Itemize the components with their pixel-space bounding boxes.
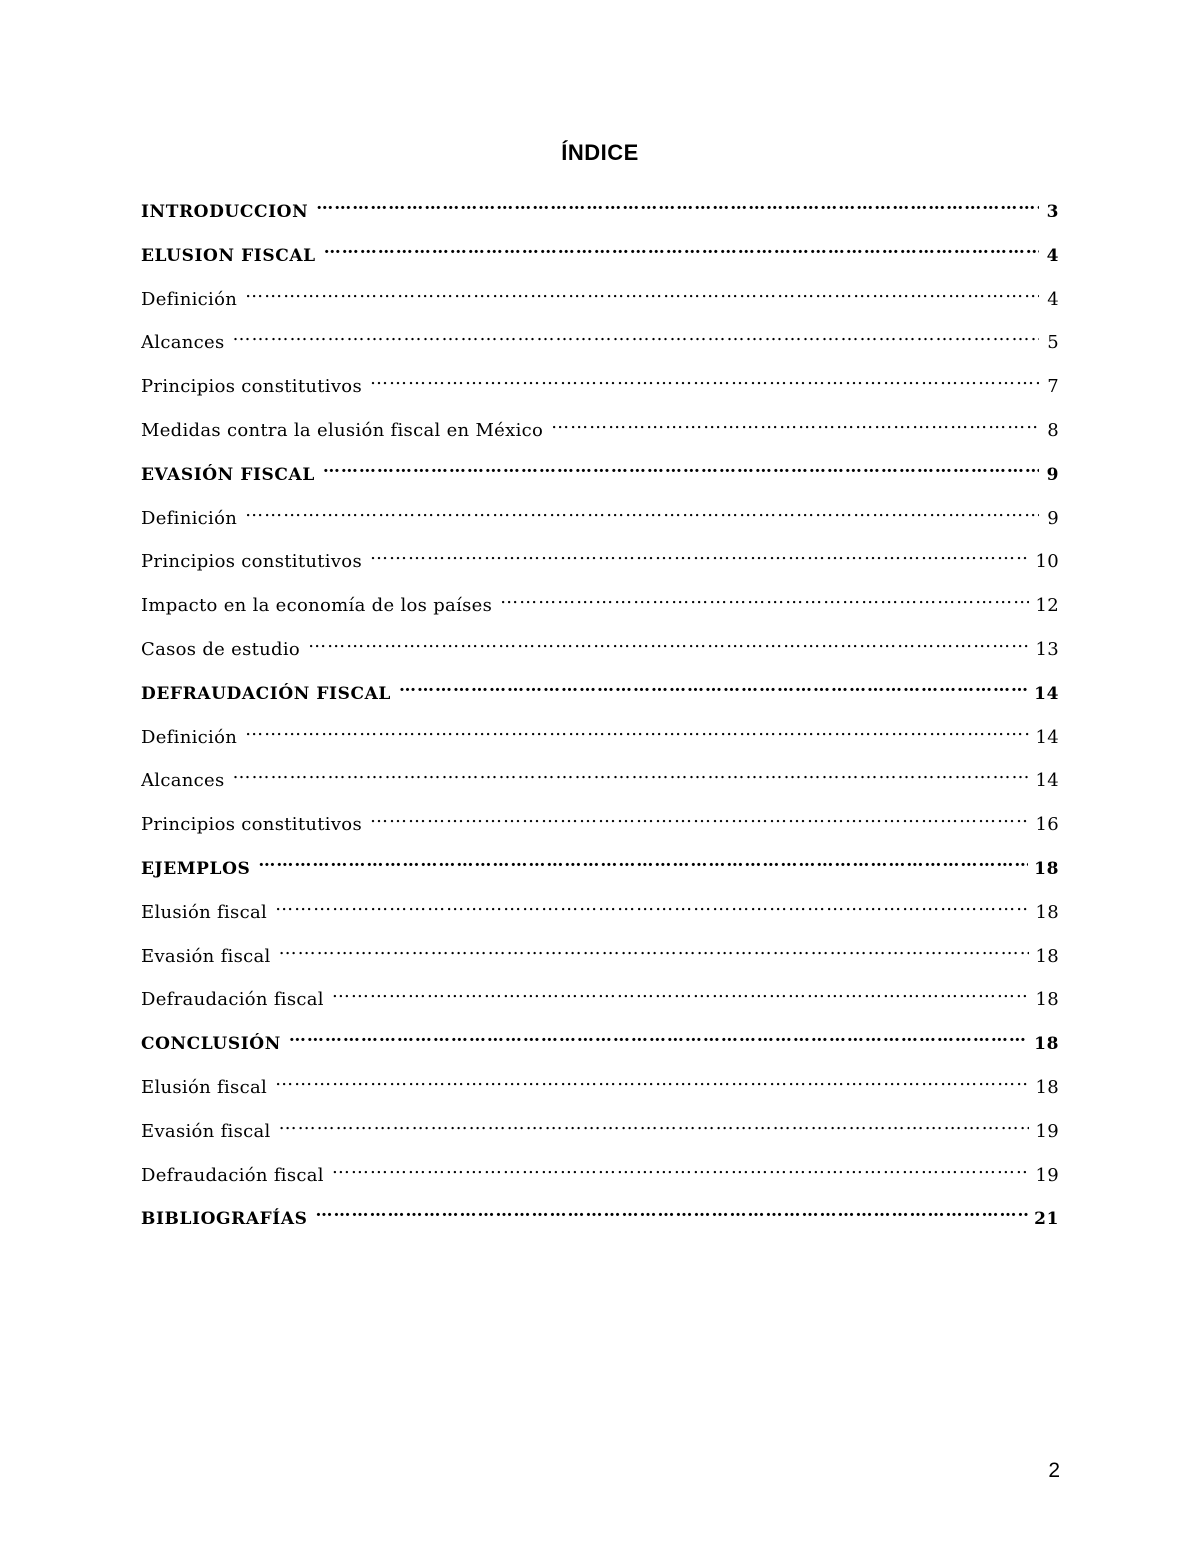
- toc-entry-page-number: 13: [1035, 638, 1059, 660]
- toc-heading-entry[interactable]: [141, 1029, 1059, 1073]
- toc-dot-leader: [324, 243, 1039, 261]
- toc-dot-leader: [551, 418, 1039, 436]
- toc-entry-label: Elusión fiscal: [141, 901, 268, 923]
- toc-entry-page-number: 8: [1047, 419, 1059, 441]
- toc-entry-page-number: 9: [1046, 464, 1059, 485]
- toc-entry-label: BIBLIOGRAFÍAS: [141, 1209, 308, 1230]
- toc-entry-page-number: 12: [1035, 595, 1059, 617]
- toc-dot-leader: [275, 900, 1029, 918]
- toc-entry-label: Medidas contra la elusión fiscal en México: [141, 419, 544, 441]
- toc-dot-leader: [279, 1119, 1030, 1137]
- toc-entry-label: Alcances: [141, 332, 225, 354]
- toc-entry-label: Defraudación fiscal: [141, 989, 324, 1011]
- toc-entry-label: EJEMPLOS: [141, 858, 251, 879]
- toc-entry-page-number: 18: [1035, 1076, 1059, 1098]
- toc-entry-page-number: 3: [1046, 202, 1059, 222]
- toc-entry-label: Evasión fiscal: [141, 945, 271, 967]
- toc-dot-leader: [332, 987, 1030, 1005]
- toc-dot-leader: [316, 199, 1039, 217]
- toc-subentry[interactable]: [141, 985, 1059, 1029]
- toc-dot-leader: [279, 944, 1030, 962]
- toc-entry-label: Definición: [141, 507, 238, 529]
- toc-subentry[interactable]: [141, 285, 1059, 329]
- toc-dot-leader: [245, 506, 1039, 524]
- toc-heading-entry[interactable]: [141, 1204, 1059, 1248]
- toc-subentry[interactable]: [141, 766, 1059, 810]
- toc-entry-label: Definición: [141, 288, 238, 310]
- toc-heading-entry[interactable]: [141, 460, 1059, 504]
- toc-heading-entry[interactable]: [141, 679, 1059, 723]
- toc-entry-label: Elusión fiscal: [141, 1076, 268, 1098]
- toc-entry-label: Principios constitutivos: [141, 814, 362, 836]
- toc-entry-page-number: 10: [1035, 551, 1059, 573]
- toc-subentry[interactable]: [141, 1161, 1059, 1205]
- toc-entry-label: Impacto en la economía de los países: [141, 595, 493, 617]
- toc-entry-page-number: 21: [1034, 1209, 1059, 1230]
- toc-subentry[interactable]: [141, 504, 1059, 548]
- page-title: ÍNDICE: [561, 140, 639, 165]
- toc-subentry[interactable]: [141, 416, 1059, 460]
- toc-entry-page-number: 4: [1047, 288, 1059, 310]
- toc-heading-entry[interactable]: [141, 197, 1059, 241]
- toc-entry-page-number: 9: [1047, 507, 1059, 529]
- toc-subentry[interactable]: [141, 1073, 1059, 1117]
- toc-subentry[interactable]: [141, 723, 1059, 767]
- toc-entry-label: ELUSION FISCAL: [141, 245, 316, 266]
- toc-dot-leader: [258, 856, 1028, 874]
- toc-subentry[interactable]: [141, 547, 1059, 591]
- toc-dot-leader: [233, 330, 1039, 348]
- toc-dot-leader: [332, 1163, 1030, 1181]
- toc-entry-page-number: 5: [1047, 332, 1059, 354]
- toc-entry-page-number: 4: [1046, 245, 1059, 266]
- toc-subentry[interactable]: [141, 1117, 1059, 1161]
- toc-entry-page-number: 18: [1035, 989, 1059, 1011]
- toc-subentry[interactable]: [141, 635, 1059, 679]
- toc-entry-label: INTRODUCCION: [141, 202, 309, 222]
- toc-dot-leader: [399, 681, 1028, 699]
- toc-entry-label: Principios constitutivos: [141, 551, 362, 573]
- toc-heading-entry[interactable]: [141, 854, 1059, 898]
- toc-subentry[interactable]: [141, 942, 1059, 986]
- toc-dot-leader: [500, 593, 1029, 611]
- toc-dot-leader: [245, 725, 1029, 743]
- page-number: 2: [1048, 1459, 1060, 1482]
- toc-dot-leader: [370, 812, 1030, 830]
- toc-dot-leader: [316, 1206, 1029, 1224]
- toc-entry-page-number: 18: [1034, 858, 1059, 879]
- toc-entry-page-number: 18: [1035, 901, 1059, 923]
- toc-dot-leader: [245, 287, 1039, 305]
- toc-entry-page-number: 14: [1035, 726, 1059, 748]
- table-of-contents: [141, 197, 1059, 1248]
- toc-entry-label: Defraudación fiscal: [141, 1164, 324, 1186]
- toc-dot-leader: [275, 1075, 1029, 1093]
- toc-dot-leader: [323, 462, 1039, 480]
- toc-entry-page-number: 14: [1034, 683, 1059, 704]
- toc-entry-label: CONCLUSIÓN: [141, 1034, 281, 1055]
- toc-entry-label: Alcances: [141, 770, 225, 792]
- toc-subentry[interactable]: [141, 898, 1059, 942]
- toc-entry-page-number: 18: [1034, 1034, 1059, 1055]
- toc-entry-label: Evasión fiscal: [141, 1120, 271, 1142]
- toc-dot-leader: [370, 549, 1030, 567]
- toc-subentry[interactable]: [141, 591, 1059, 635]
- toc-entry-page-number: 14: [1035, 770, 1059, 792]
- toc-entry-label: Casos de estudio: [141, 638, 301, 660]
- toc-entry-page-number: 7: [1047, 376, 1059, 398]
- toc-entry-label: EVASIÓN FISCAL: [141, 464, 315, 485]
- toc-dot-leader: [308, 637, 1029, 655]
- toc-dot-leader: [233, 768, 1030, 786]
- toc-heading-entry[interactable]: [141, 241, 1059, 285]
- toc-entry-page-number: 16: [1035, 814, 1059, 836]
- toc-subentry[interactable]: [141, 810, 1059, 854]
- toc-entry-label: Definición: [141, 726, 238, 748]
- toc-entry-label: DEFRAUDACIÓN FISCAL: [141, 683, 391, 704]
- toc-dot-leader: [289, 1031, 1028, 1049]
- toc-entry-label: Principios constitutivos: [141, 376, 362, 398]
- toc-entry-page-number: 19: [1035, 1120, 1059, 1142]
- toc-dot-leader: [370, 374, 1039, 392]
- toc-subentry[interactable]: [141, 372, 1059, 416]
- toc-subentry[interactable]: [141, 328, 1059, 372]
- toc-entry-page-number: 18: [1035, 945, 1059, 967]
- toc-entry-page-number: 19: [1035, 1164, 1059, 1186]
